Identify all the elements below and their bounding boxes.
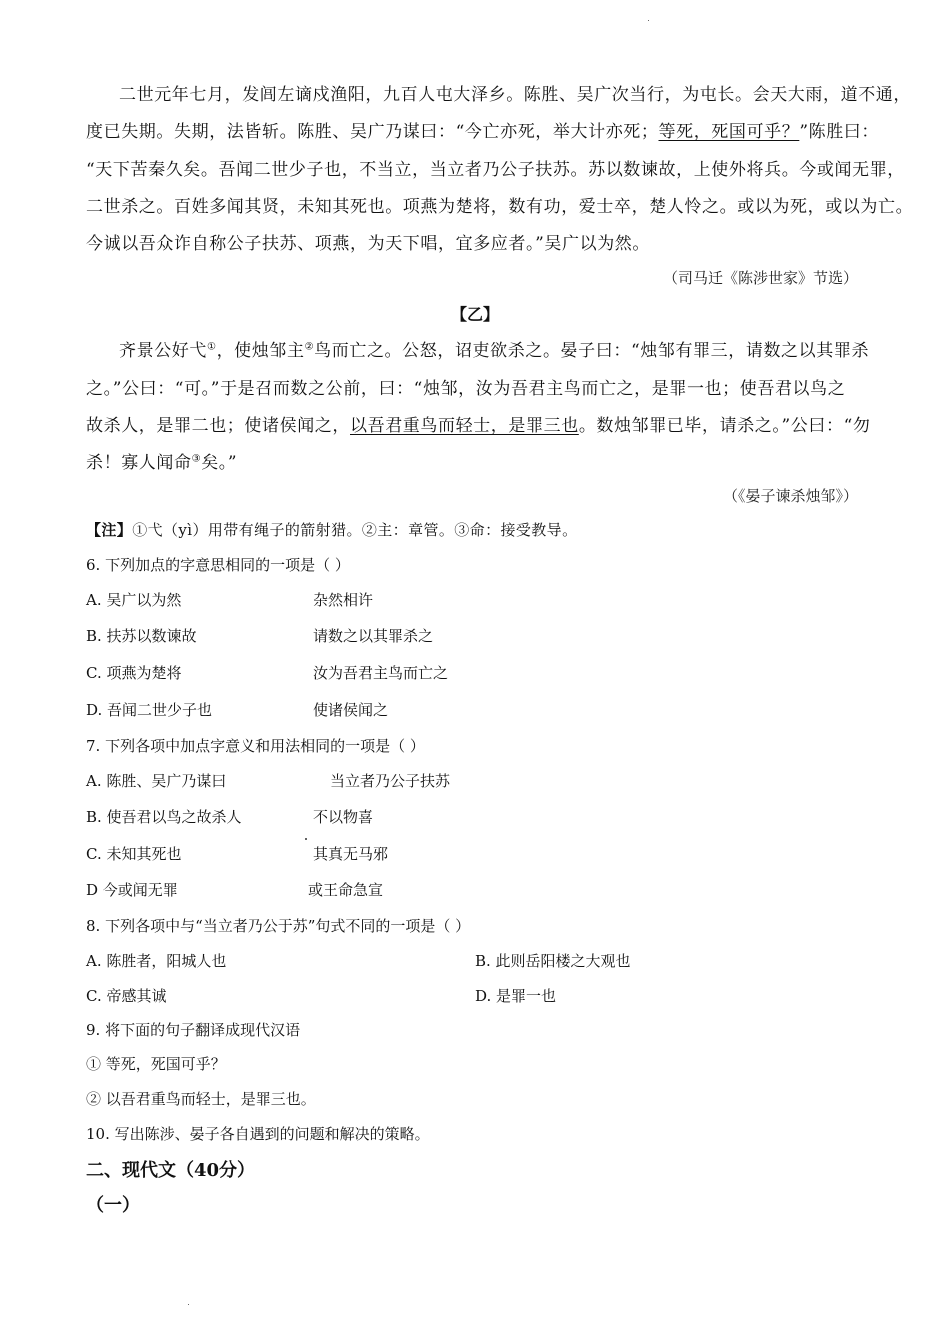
q6-option-a-right: 杂然相许 [313,591,374,609]
q7-option-c-left: C. 未知其死也 [86,845,182,863]
passage-yi-line-4-post: 矣。” [201,453,238,473]
passage-yi-line-2: 之。”公曰：“可。”于是召而数之公前，曰：“烛邹，汝为吾君主鸟而亡之，是罪一也；使吾君以鸟之 [86,379,846,399]
q6-option-d-right: 使诸侯闻之 [313,701,389,719]
passage-jia-line-2-post: ”陈胜曰： [799,122,880,142]
passage-yi-line-1-b: ，使烛邹主 [216,341,305,361]
passage-jia-line-5: 今诚以吾众诈自称公子扶苏、项燕，为天下唱，宜多应者。”吴广以为然。 [86,234,650,254]
section-2-subtitle: （一） [86,1195,140,1216]
q6-option-d-left: D. 吾闻二世少子也 [86,701,213,719]
passage-yi-line-1-a: 齐景公好弋 [119,341,207,361]
q7-option-d-right: 或王命急宣 [308,881,384,899]
q7-option-a-right: 当立者乃公子扶苏 [330,772,451,790]
q6-option-a-left: A. 吴广以为然 [86,591,182,609]
q6-option-c-left: C. 项燕为楚将 [86,664,182,682]
passage-yi-line-3-pre: 故杀人，是罪二也；使诸侯闻之， [86,416,350,436]
question-9-stem: 9. 将下面的句子翻译成现代汉语 [86,1021,301,1039]
underlined-sentence-1: 等死，死国可乎？ [658,122,800,142]
scan-speck-bottom [188,1304,189,1305]
passage-yi-source: （《晏子谏杀烛邹》） [722,487,858,505]
q8-option-d: D. 是罪一也 [475,987,557,1005]
passage-jia-line-4: 二世杀之。百姓多闻其贤，未知其死也。项燕为楚将，数有功，爱士卒，楚人怜之。或以为死，或以为亡。 [86,197,914,217]
footnote-mark-1: ① [207,341,217,353]
passage-yi-heading: 【乙】 [450,305,499,324]
emphasis-dot [305,838,307,840]
passage-yi-line-1 [119,336,869,361]
annotation-text: ①弋（yì）用带有绳子的箭射猎。②主：章管。③命：接受教导。 [132,521,578,539]
passage-yi-line-3-post: 。数烛邹罪已毕，请杀之。”公曰：“勿 [578,416,871,436]
underlined-sentence-2: 以吾君重鸟而轻士，是罪三也 [350,416,579,436]
scan-speck-top [648,20,649,21]
footnote-mark-3: ③ [191,453,202,465]
q7-option-b-left: B. 使吾君以鸟之故杀人 [86,808,242,826]
passage-yi-line-4 [86,448,237,473]
q7-option-d-left: D 今或闻无罪 [86,881,178,899]
q7-option-b-right: 不以物喜 [313,808,374,826]
q8-option-a: A. 陈胜者，阳城人也 [86,952,227,970]
q6-option-b-right: 请数之以其罪杀之 [313,627,434,645]
annotation-note [86,519,577,540]
annotation-label: 【注】 [86,521,133,539]
section-2-title: 二、现代文（40分） [86,1160,256,1181]
passage-jia-line-2-pre: 度已失期。失期，法皆斩。陈胜、吴广乃谋曰：“今亡亦死，举大计亦死； [86,122,659,142]
passage-jia-source: （司马迁《陈涉世家》节选） [662,269,858,287]
passage-jia-line-2 [86,117,879,142]
passage-yi-line-4-pre: 杀！寡人闻命 [86,453,192,473]
q6-option-c-right: 汝为吾君主鸟而亡之 [313,664,449,682]
q8-option-b: B. 此则岳阳楼之大观也 [475,952,631,970]
q9-item-1: ① 等死，死国可乎？ [86,1055,226,1073]
q7-option-c-right: 其真无马邪 [313,845,389,863]
q9-item-2: ② 以吾君重鸟而轻士，是罪三也。 [86,1090,316,1108]
q7-option-a-left: A. 陈胜、吴广乃谋曰 [86,772,227,790]
q6-option-b-left: B. 扶苏以数谏故 [86,627,197,645]
question-10-stem: 10. 写出陈涉、晏子各自遇到的问题和解决的策略。 [86,1125,430,1143]
question-7-stem: 7. 下列各项中加点字意义和用法相同的一项是（ ） [86,737,425,755]
question-6-stem: 6. 下列加点的字意思相同的一项是（ ） [86,556,350,574]
passage-jia-line-1: 二世元年七月，发闾左谪戍渔阳，九百人屯大泽乡。陈胜、吴广次当行，为屯长。会天大雨，道不通， [119,85,911,105]
q8-option-c: C. 帝感其诚 [86,987,167,1005]
question-8-stem: 8. 下列各项中与“当立者乃公于苏”句式不同的一项是（ ） [86,917,471,935]
passage-yi-line-3 [86,411,871,436]
footnote-mark-2: ② [304,341,315,353]
passage-jia-line-3: “天下苦秦久矣。吾闻二世少子也，不当立，当立者乃公子扶苏。苏以数谏故，上使外将兵。今或闻无罪， [86,160,905,180]
passage-yi-line-1-c: 鸟而亡之。公怒，诏吏欲杀之。晏子曰：“烛邹有罪三，请数之以其罪杀 [314,341,870,361]
